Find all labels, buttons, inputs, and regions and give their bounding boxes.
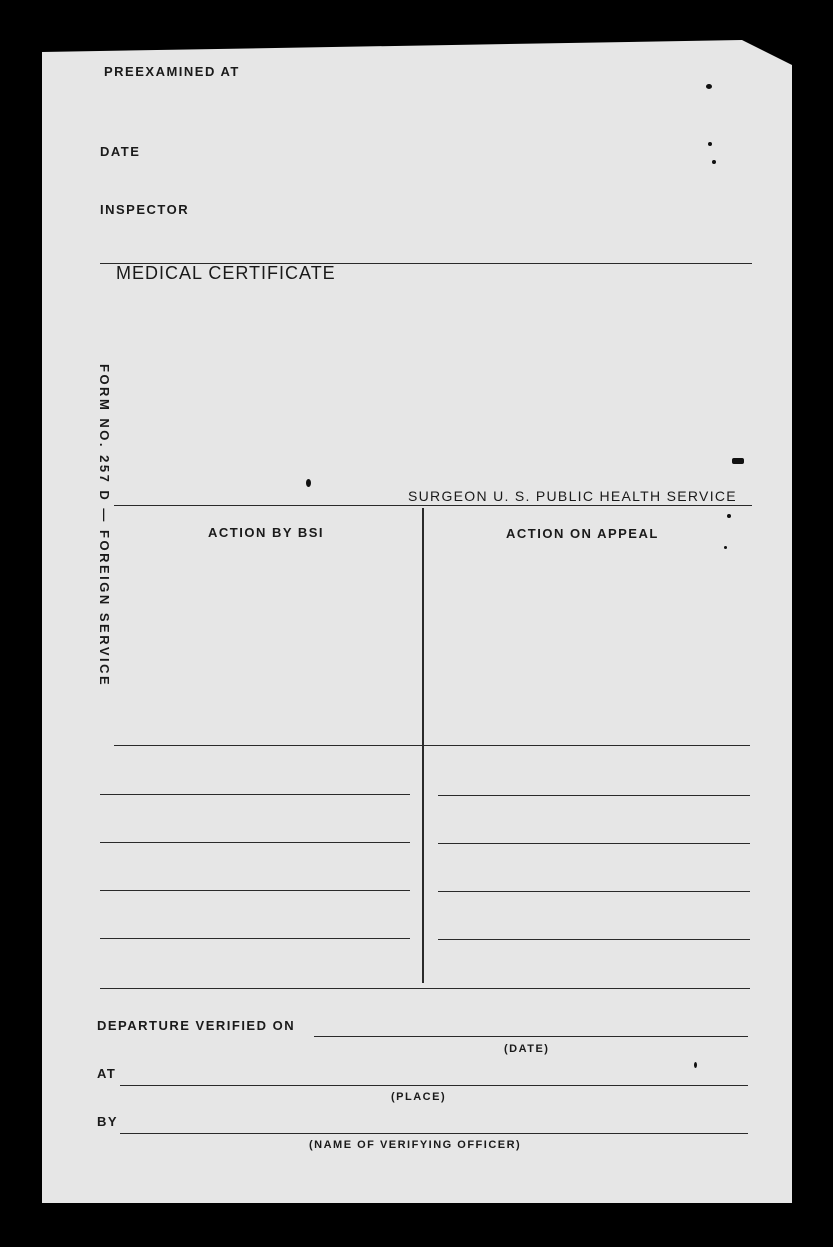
- surgeon-signature-line: SURGEON U. S. PUBLIC HEALTH SERVICE: [408, 488, 737, 504]
- place-caption: (PLACE): [391, 1091, 447, 1103]
- ink-speck: [694, 1062, 697, 1068]
- date-label: DATE: [100, 144, 141, 159]
- ink-speck: [306, 479, 311, 487]
- at-label: AT: [97, 1066, 117, 1081]
- officer-caption: (NAME OF VERIFYING OFFICER): [309, 1139, 522, 1151]
- by-label: BY: [97, 1114, 119, 1129]
- action-by-bsi-header: ACTION BY BSI: [208, 525, 325, 540]
- ink-speck: [712, 160, 716, 164]
- columns-separator: [114, 745, 750, 746]
- bsi-line-1: [100, 794, 410, 795]
- form-number-vertical: FORM NO. 257 D — FOREIGN SERVICE: [97, 364, 112, 688]
- ink-speck: [724, 546, 727, 549]
- ink-speck: [706, 84, 712, 89]
- appeal-line-2: [438, 843, 750, 844]
- bsi-line-4: [100, 938, 410, 939]
- ink-speck: [732, 458, 744, 464]
- inspector-label: INSPECTOR: [100, 202, 190, 217]
- appeal-line-3: [438, 891, 750, 892]
- bsi-line-3: [100, 890, 410, 891]
- action-on-appeal-header: ACTION ON APPEAL: [506, 526, 659, 541]
- ink-speck: [708, 142, 712, 146]
- certificate-bottom-line: [114, 505, 752, 506]
- place-line: [120, 1085, 748, 1086]
- ink-speck: [727, 514, 731, 518]
- appeal-line-4: [438, 939, 750, 940]
- certificate-title: MEDICAL CERTIFICATE: [116, 263, 336, 283]
- appeal-line-1: [438, 795, 750, 796]
- bsi-line-2: [100, 842, 410, 843]
- departure-date-line: [314, 1036, 748, 1037]
- date-caption: (DATE): [504, 1043, 550, 1055]
- preexamined-label: PREEXAMINED AT: [104, 64, 240, 79]
- officer-line: [120, 1133, 748, 1134]
- departure-verified-label: DEPARTURE VERIFIED ON: [97, 1018, 296, 1033]
- section-divider: [100, 988, 750, 989]
